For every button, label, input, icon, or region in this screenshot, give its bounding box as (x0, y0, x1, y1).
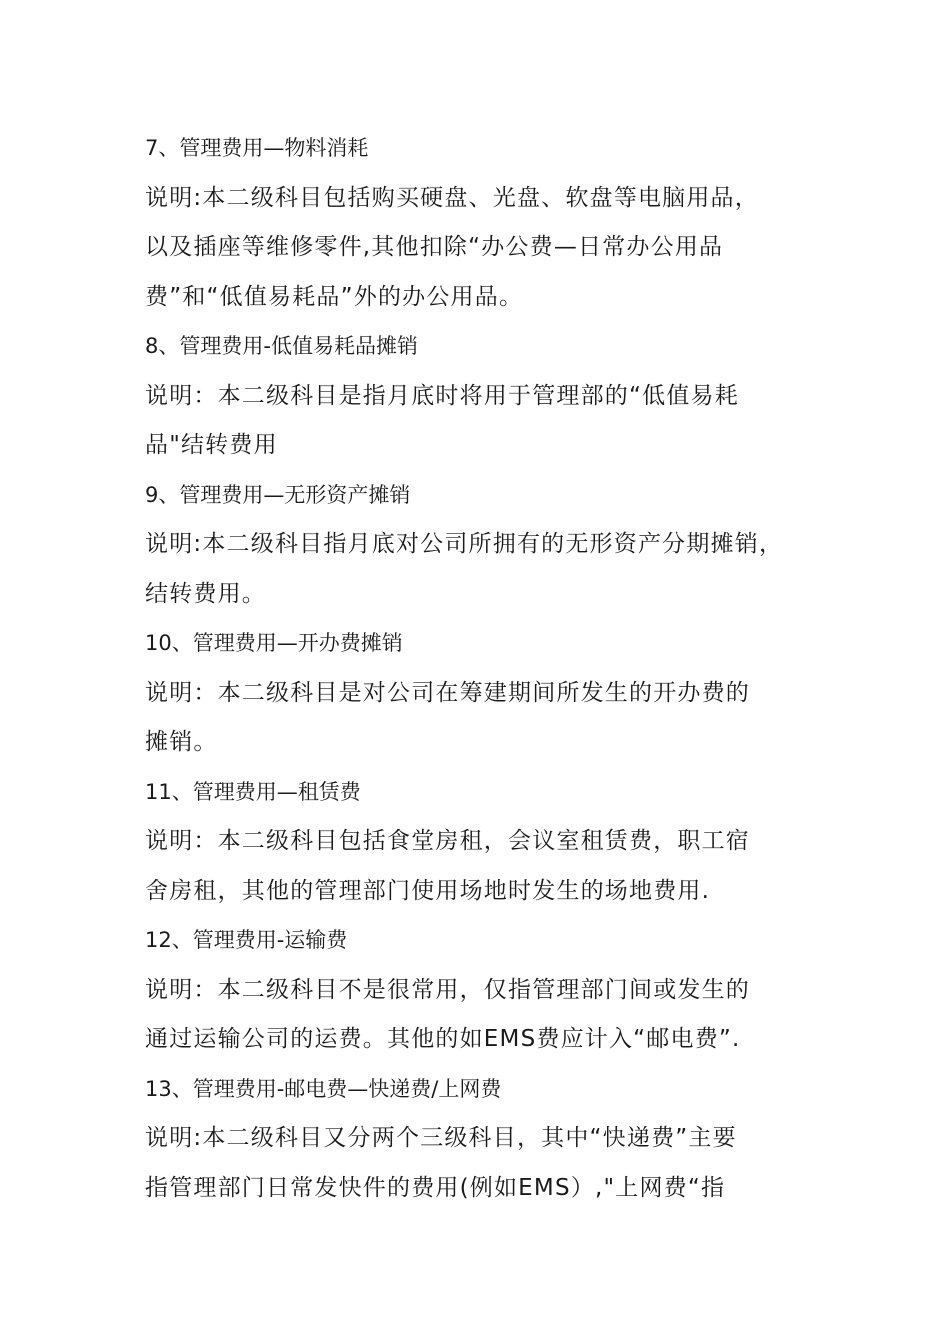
section-heading-9: 9、管理费用—无形资产摊销 (145, 482, 411, 507)
section-heading-12: 12、管理费用-运输费 (145, 928, 348, 952)
paragraph-line: 品"结转费用 (145, 432, 278, 458)
paragraph-line: 说明:本二级科目又分两个三级科目，其中“快递费”主要 (145, 1125, 737, 1151)
section-heading-10: 10、管理费用—开办费摊销 (145, 631, 403, 655)
paragraph-line: 结转费用。 (145, 580, 266, 607)
paragraph-line: 说明：本二级科目包括食堂房租，会议室租赁费，职工宿 (145, 828, 750, 854)
paragraph-line: 说明:本二级科目指月底对公司所拥有的无形资产分期摊销， (145, 531, 784, 557)
paragraph-line: 以及插座等维修零件,其他扣除“办公费—日常办公用品 (145, 234, 724, 260)
paragraph-line: 通过运输公司的运费。其他的如EMS费应计入“邮电费”. (145, 1026, 741, 1052)
paragraph-line: 舍房租，其他的管理部门使用场地时发生的场地费用. (145, 877, 711, 904)
section-heading-13: 13、管理费用-邮电费—快递费/上网费 (145, 1076, 502, 1101)
paragraph-line: 说明：本二级科目不是很常用，仅指管理部门间或发生的 (145, 976, 750, 1003)
paragraph-line: 说明：本二级科目是指月底时将用于管理部的“低值易耗 (145, 382, 739, 409)
section-heading-11: 11、管理费用—租赁费 (145, 779, 361, 804)
section-heading-8: 8、管理费用-低值易耗品摊销 (145, 334, 418, 358)
paragraph-line: 说明：本二级科目是对公司在筹建期间所发生的开办费的 (145, 679, 750, 706)
paragraph-line: 指管理部门日常发快件的费用(例如EMS）,"上网费“指 (145, 1174, 726, 1201)
paragraph-line: 说明:本二级科目包括购买硬盘、光盘、软盘等电脑用品， (145, 184, 759, 211)
section-heading-7: 7、管理费用—物料消耗 (145, 136, 369, 160)
paragraph-line: 摊销。 (145, 729, 218, 755)
paragraph-line: 费”和“低值易耗品”外的办公用品。 (145, 283, 524, 310)
document-body (145, 128, 825, 1217)
